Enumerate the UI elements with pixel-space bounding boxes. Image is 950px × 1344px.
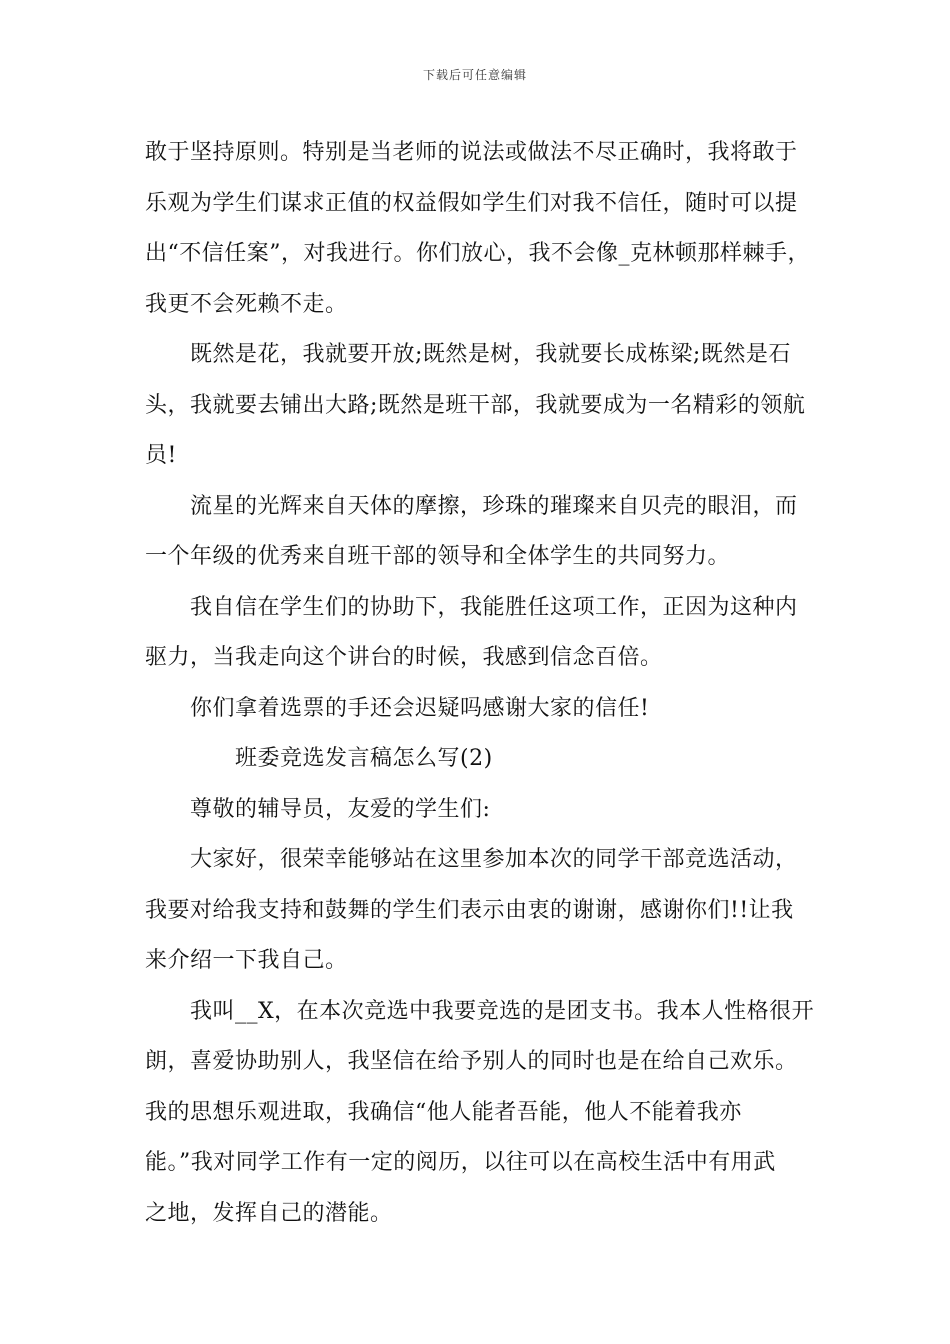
text-line: 我的思想乐观进取，我确信“他人能者吾能，他人不能着我亦: [145, 1099, 742, 1125]
text-line: 出“不信任案”，对我进行。你们放心，我不会像_克林顿那样棘手，: [145, 241, 810, 266]
text-line: 能。”我对同学工作有一定的阅历，以往可以在高校生活中有用武: [145, 1150, 776, 1175]
paragraph-start-line: 我自信在学生们的协助下，我能胜任这项工作，正因为这种内: [190, 594, 798, 620]
text-line: 之地，发挥自己的潜能。: [145, 1200, 393, 1226]
paragraph-start-line: 流星的光辉来自天体的摩擦，珍珠的璀璨来自贝壳的眼泪，而: [190, 493, 798, 519]
section-heading: 班委竞选发言稿怎么写(2): [235, 746, 493, 771]
paragraph-start-line: 大家好，很荣幸能够站在这里参加本次的同学干部竞选活动，: [190, 847, 798, 872]
text-line: 乐观为学生们谋求正值的权益假如学生们对我不信任，随时可以提: [145, 190, 798, 216]
text-line: 驱力，当我走向这个讲台的时候，我感到信念百倍。: [145, 645, 663, 670]
paragraph-start-line: 既然是花，我就要开放;既然是树，我就要长成栋梁;既然是石: [190, 342, 791, 367]
text-line: 敢于坚持原则。特别是当老师的说法或做法不尽正确时，我将敢于: [145, 140, 798, 165]
page-header: 下载后可任意编辑: [422, 68, 527, 82]
document-body: [145, 128, 835, 1239]
text-line: 一个年级的优秀来自班干部的领导和全体学生的共同努力。: [145, 544, 731, 569]
text-line: 员!: [145, 443, 177, 468]
paragraph-start-line: 我叫__X，在本次竞选中我要竞选的是团支书。我本人性格很开: [190, 998, 815, 1024]
text-line: 我更不会死赖不走。: [145, 291, 348, 317]
text-line: 来介绍一下我自己。: [145, 948, 348, 973]
salutation-line: 尊敬的辅导员，友爱的学生们:: [190, 796, 491, 822]
text-line: 朗，喜爱协助别人，我坚信在给予别人的同时也是在给自己欢乐。: [145, 1049, 798, 1074]
text-line: 我要对给我支持和鼓舞的学生们表示由衷的谢谢，感谢你们!!让我: [145, 897, 794, 923]
paragraph-start-line: 你们拿着选票的手还会迟疑吗感谢大家的信任!: [190, 695, 650, 721]
text-line: 头，我就要去铺出大路;既然是班干部，我就要成为一名精彩的领航: [145, 392, 806, 418]
